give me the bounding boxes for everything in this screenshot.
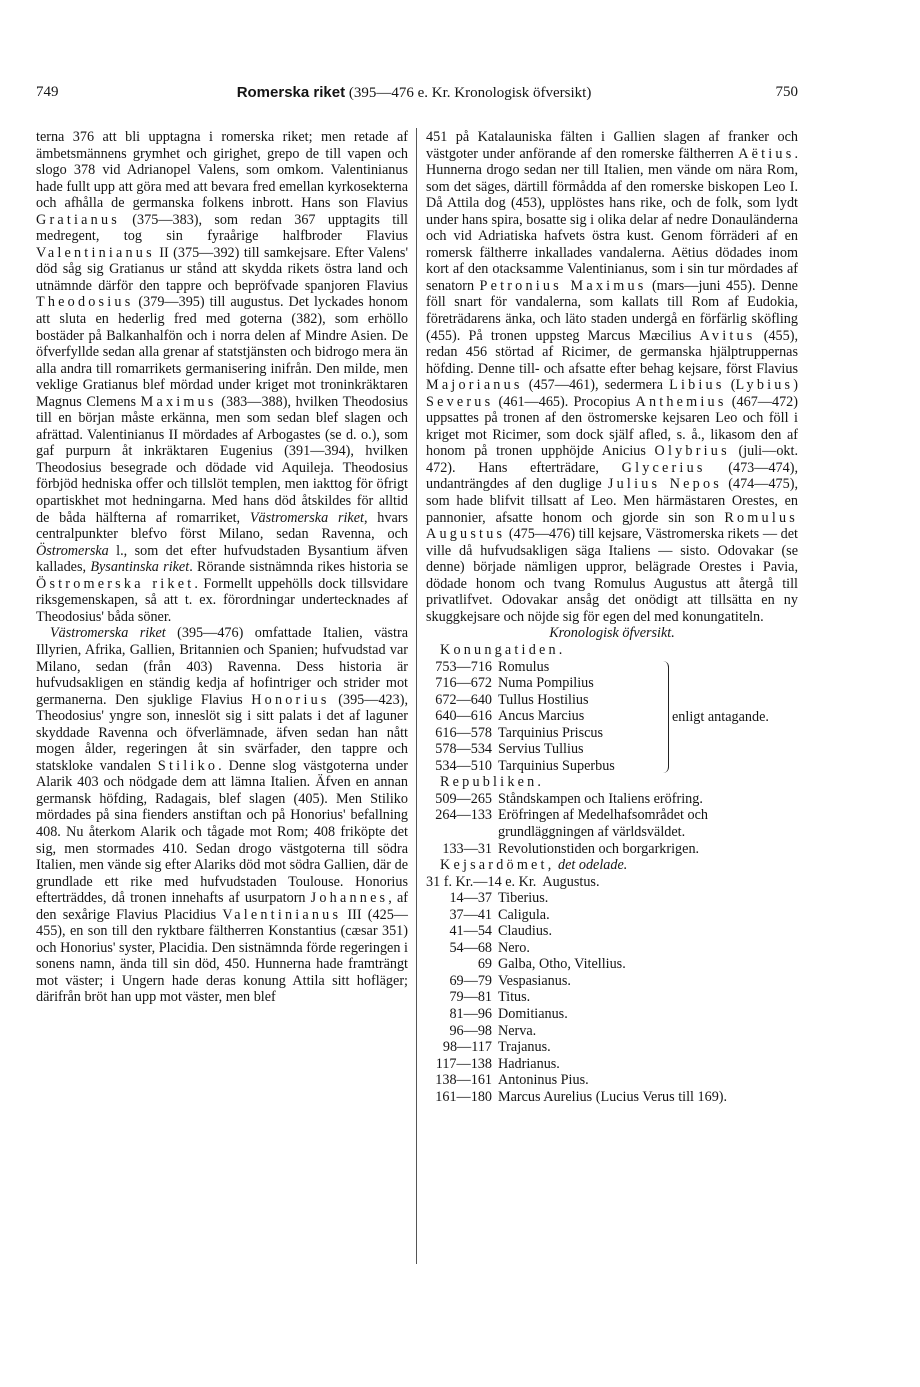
republic-heading xyxy=(426,774,798,791)
list-item xyxy=(426,741,798,758)
ruler: Nerva. xyxy=(498,1022,537,1039)
list-item xyxy=(426,890,798,907)
text-run: III (425—455), en son till den ryktbare fältherren Konstantius (cæsar 351) och Honorius' syster, Placidia. Den sistnämnda förde regeringen i sonens namn, ända till sin död, 450. Hunnerna hade framträngt mot väster; i Ungern hade deras konung Attila sitt hofläger; därifrån bröt han upp mot väster, men blef xyxy=(36,906,408,1006)
years: 616—578 xyxy=(435,724,492,741)
kings-list xyxy=(426,659,798,775)
years: 98—117 xyxy=(442,1039,492,1056)
kings-note: enligt antagande. xyxy=(672,708,769,725)
list-item xyxy=(426,1089,798,1106)
ruler: Augustus. xyxy=(542,873,600,890)
years: 37—41 xyxy=(449,906,492,923)
years: 264—133 xyxy=(435,807,492,824)
running-title xyxy=(30,84,798,102)
spaced-name: Aëtius xyxy=(738,145,795,162)
list-item xyxy=(426,989,798,1006)
spaced-name: Severus xyxy=(426,393,494,410)
years: 672—640 xyxy=(435,691,492,708)
spaced-name: Valentinianus xyxy=(222,906,342,923)
spaced-name: Maximus xyxy=(140,393,217,410)
years: 640—616 xyxy=(435,708,492,725)
chronology-title-text: Kronologisk öfversikt. xyxy=(549,625,675,642)
italic-term: Bysantinska riket xyxy=(90,559,190,576)
spaced-name: Gratianus xyxy=(36,211,120,228)
text-run: ) xyxy=(793,377,798,394)
text-run: terna 376 att bli upptagna i romerska riket; men retade af ämbetsmännens grymhet och girighet, grepo de till vapen och slogo 378 vid Adrianopel Valens, som omkom. Valentinianus hade fullt upp att göra med att bevara fred emellan kyrkosekterna och afhålla de germanska folkens inbrott. Hans son Flavius xyxy=(36,129,408,212)
text-run: (383—388), hvilken Theodosius till en början måste erkänna, men som sedan blef slagen och afrättad. Valentinianus II mördades af Arbogastes (se d. o.), som gaf purpurn åt inkräktaren Eugenius (391—394), hvilken Theodosius besegrade och dödade vid Aquileja. Theodosius förbjöd hedniska offer och tillslöt templen, men iakttog för öfrigt opartiskhet mot hedningarna. Med hans död åtskildes för alltid de båda hälfterna af romarriket, xyxy=(36,393,408,526)
text-run: (395—476) omfattade Italien, västra Illyrien, Afrika, Gallien, Britannien och Spanien; hufvudstad var Milano, sedan (från 403) Ravenna. Dess historia är hufvudsakligen en ständig kedja af hofintriger och strider mot germanerna. Den sjuklige Flavius xyxy=(36,625,408,708)
list-item xyxy=(426,956,798,973)
spaced-name: Östromerska riket xyxy=(36,575,195,592)
kings-heading-text: Konungatiden. xyxy=(440,641,566,658)
years: 509—265 xyxy=(435,790,492,807)
years: 133—31 xyxy=(442,840,492,857)
right-paragraph-1 xyxy=(426,129,798,625)
brace xyxy=(662,661,669,773)
list-item xyxy=(426,1006,798,1023)
spaced-name: Olybrius xyxy=(654,443,730,460)
ruler: Tiberius. xyxy=(498,890,549,907)
list-item xyxy=(426,725,798,742)
text-run: (455), redan 456 störtad af Ricimer, de germanska hjälptruppernas höfding. Denne till- och afsatte efter behag kejsare, först Flavius xyxy=(426,327,798,377)
ruler: Ståndskampen och Italiens eröfring. xyxy=(498,790,703,807)
left-paragraph-2 xyxy=(36,625,408,1006)
ruler: Hadrianus. xyxy=(498,1055,560,1072)
spaced-name: Petronius Maximus xyxy=(479,277,647,294)
spaced-name: Anthemius xyxy=(635,393,727,410)
spaced-name: Glycerius xyxy=(621,459,706,476)
ruler: Tarquinius Priscus xyxy=(498,724,604,741)
ruler: Antoninus Pius. xyxy=(498,1072,589,1089)
empire-heading xyxy=(426,857,798,874)
republic-heading-text: Republiken. xyxy=(440,774,545,791)
running-title-bold: Romerska riket xyxy=(236,84,346,101)
right-column xyxy=(426,129,798,1105)
italic-term: Östromerska xyxy=(36,542,109,559)
years: 31 f. Kr.—14 e. Kr. xyxy=(426,873,537,890)
years: 41—54 xyxy=(449,923,492,940)
ruler: Trajanus. xyxy=(498,1039,551,1056)
list-item xyxy=(426,692,798,709)
left-column xyxy=(36,129,408,1006)
page-header xyxy=(30,84,798,108)
list-item xyxy=(426,923,798,940)
spaced-name: Julius Nepos xyxy=(607,476,722,493)
list-item xyxy=(426,758,798,775)
spaced-name: Libius xyxy=(669,377,725,394)
spaced-name: Romulus Augustus xyxy=(426,509,798,543)
empire-list xyxy=(426,890,798,1105)
ruler: Numa Pompilius xyxy=(498,675,594,692)
years: 54—68 xyxy=(449,939,492,956)
ruler: Caligula. xyxy=(498,906,550,923)
ruler: Revolutionstiden och borgarkrigen. xyxy=(498,840,700,857)
ruler: Eröfringen af Medelhafsområdet och xyxy=(498,807,708,824)
text-run: (457—461), sedermera xyxy=(522,377,670,394)
years: 81—96 xyxy=(449,1005,492,1022)
text-run: (395—423), Theodosius' yngre son, inneslöt sig i sitt palats i det af laguner skyddade Ravenna och öfverlämnade, äfven sedan han nått mogen ålder, regeringen åt sin svärfader, den tappre och statskloke vandalen xyxy=(36,691,408,774)
list-item xyxy=(426,907,798,924)
text-run: (473—474), undanträngdes af den duglige xyxy=(426,459,799,493)
ruler: Romulus xyxy=(498,658,550,675)
text-run: (467—472) uppsattes på tronen af den östromerske kejsaren Leo och föll i kriget mot Ricimer, som dock själf afled, s. å., likasom den af honom på tronen upphöjde Anicius xyxy=(426,393,798,460)
left-page-number: 749 xyxy=(36,84,59,100)
list-item xyxy=(426,1023,798,1040)
ruler: grundläggningen af världsväldet. xyxy=(498,823,686,840)
years: 14—37 xyxy=(449,890,492,907)
spaced-name: Lybius xyxy=(735,377,794,394)
ruler: Servius Tullius xyxy=(498,741,584,758)
list-item xyxy=(426,874,798,891)
list-item xyxy=(426,940,798,957)
ruler: Ancus Marcius xyxy=(498,708,585,725)
left-paragraph-1 xyxy=(36,129,408,625)
text-run: (461—465). Procopius xyxy=(493,393,636,410)
list-item xyxy=(426,1039,798,1056)
list-item xyxy=(426,659,798,676)
text-run: (475—476) till kejsare, Västromerska rikets — det ville då hufvudsakligen säga Italiens — sisto. Odovakar (se denne) började nämligen uppror, belägrade Orestes i Pavia, dödade honom och tvang Romulus Augustus att återgå till privatlifvet. Odovakar ansåg det onödigt att tillsätta en ny skuggkejsare och nöjde sig för egen del med konungatiteln. xyxy=(426,526,798,625)
years: 753—716 xyxy=(435,658,492,675)
years: 69 xyxy=(477,956,492,973)
ruler: Nero. xyxy=(498,939,530,956)
text-run: . Rörande sistnämnda rikes historia se xyxy=(189,559,409,576)
list-item xyxy=(426,1072,798,1089)
italic-term: Västromerska riket xyxy=(50,625,166,642)
years: 117—138 xyxy=(435,1055,492,1072)
ruler: Domitianus. xyxy=(498,1005,568,1022)
ruler: Titus. xyxy=(498,989,531,1006)
republic-list xyxy=(426,791,798,857)
right-page-number: 750 xyxy=(775,84,798,100)
ruler: Tarquinius Superbus xyxy=(498,757,615,774)
empire-heading-text: Kejsardömet, xyxy=(440,857,555,874)
running-title-rest: (395—476 e. Kr. Kronologisk öfversikt) xyxy=(345,85,592,101)
text-run: . Denne slog västgoterna under Alarik 403 och nödgade dem att lämna Italien. Äfven en annan germansk höfding, Radagais, blef slagen (405). Men Stiliko mördades på sina fienders anstiftan och på Honorius' befallning 408. Nu återkom Alarik och tågade mot Rom; 408 friköpte det sig, men stormades 410. Sedan drogo västgoterna till södra Italien, men vände sig efter Alariks död mot södra Gallien, där de grundlade ett rike med hufvudstaden Toulouse. Honorius efterträddes, då tronen innehafts af usurpatorn xyxy=(36,757,408,907)
ruler: Tullus Hostilius xyxy=(498,691,589,708)
text-run: l., som det efter hufvudstaden Bysantium äfven kallades, xyxy=(36,542,408,576)
text-run: (mars—juni 455). Denne föll snart för vandalerna, som kallats till Rom af Eudokia, företrädarens änka, och läto staden undergå en förfärlig sköfling (455). På tronen uppsteg Marcus Mæcilius xyxy=(426,277,798,344)
list-item xyxy=(426,807,798,824)
spaced-name: Stiliko xyxy=(157,757,219,774)
spaced-name: Valentinianus xyxy=(36,244,155,261)
years: 69—79 xyxy=(449,972,492,989)
spaced-name: Theodosius xyxy=(36,294,134,311)
years xyxy=(426,824,492,841)
text-run: II (375—392) till samkejsare. Efter Valens' död såg sig Gratianus ur stånd att skydda rikets östra land och utnämnde därför den tappre och bepröfvade spanjoren Flavius xyxy=(36,244,408,294)
spaced-name: Majorianus xyxy=(426,377,523,394)
years: 161—180 xyxy=(435,1088,492,1105)
ruler: Marcus Aurelius (Lucius Verus till 169). xyxy=(498,1088,728,1105)
years: 716—672 xyxy=(435,675,492,692)
years: 96—98 xyxy=(449,1022,492,1039)
text-run: . Formellt uppehölls dock tillsvidare riksgemenskapen, så att t. ex. förordningar undertecknades af Theodosius' båda söner. xyxy=(36,575,408,625)
text-run: (474—475), som hade blifvit tillsatt af Leo. Men härmästaren Orestes, en pannonier, afsatte honom och gjorde sin son xyxy=(426,476,798,526)
years: 138—161 xyxy=(435,1072,492,1089)
text-run: , af den sexårige Flavius Placidius xyxy=(36,890,409,923)
years: 578—534 xyxy=(435,741,492,758)
list-item xyxy=(426,791,798,808)
spaced-name: Johannes xyxy=(310,890,389,907)
kings-heading xyxy=(426,642,798,659)
chronology-title xyxy=(426,625,798,642)
text-run: , hvars centralpunkter blefvo först Milano, sedan Ravenna, och xyxy=(36,509,409,543)
list-item xyxy=(426,841,798,858)
ruler: Galba, Otho, Vitellius. xyxy=(498,956,626,973)
text-run: 451 på Katalauniska fälten i Gallien slagen af franker och västgoter under anförande af den romerske fältherren xyxy=(426,129,798,162)
ruler: Claudius. xyxy=(498,923,552,940)
years: 534—510 xyxy=(435,757,492,774)
text-run: . Hunnerna drogo sedan ner till Italien, men vände om nära Rom, som det säges, därtill förmådda af den romerske biskopen Leo I. Då Attila dog (453), upplöstes hans rike, och de folk, som lydt under hans spira, bosatte sig i olika delar af nedre Donauländerna och vid Adriatiska hafvets östra kust. Genom förräderi af en romersk fältherre inkallades vandalerna. Aëtius dödades inom kort af den otacksamme Valentinianus, som i sin tur mördades af senatorn xyxy=(426,145,798,294)
empire-heading-italic: det odelade. xyxy=(554,857,628,874)
text-run: (375—383), som redan 367 upptagits till medregent, tog sin fyraårige halfbroder Flavius xyxy=(36,211,408,245)
column-divider xyxy=(416,128,417,1264)
spaced-name: Avitus xyxy=(699,327,756,344)
text-run: (juli—okt. 472). Hans efterträdare, xyxy=(426,443,798,476)
spaced-name: Honorius xyxy=(251,691,330,708)
list-item xyxy=(426,973,798,990)
list-item xyxy=(426,1056,798,1073)
list-item xyxy=(426,824,798,841)
text-run: ( xyxy=(724,377,736,394)
ruler: Vespasianus. xyxy=(498,972,571,989)
chronology xyxy=(426,642,798,1105)
text-run: (379—395) till augustus. Det lyckades honom att sluta en hederlig fred med goterna (382), som erhöllo bostäder på Balkanhalfön och i norra delen af Mindre Asien. De öfverfyllde sedan alla grenar af statstjänsten och bidrogo mera än alla andra till romarrikets germanisering inifrån. Den milde, men veklige Gratianus blef mördad under kriget mot troninkräktaren Magnus Clemens xyxy=(36,294,408,410)
list-item xyxy=(426,675,798,692)
italic-term: Västromerska riket xyxy=(249,509,364,526)
years: 79—81 xyxy=(449,989,492,1006)
